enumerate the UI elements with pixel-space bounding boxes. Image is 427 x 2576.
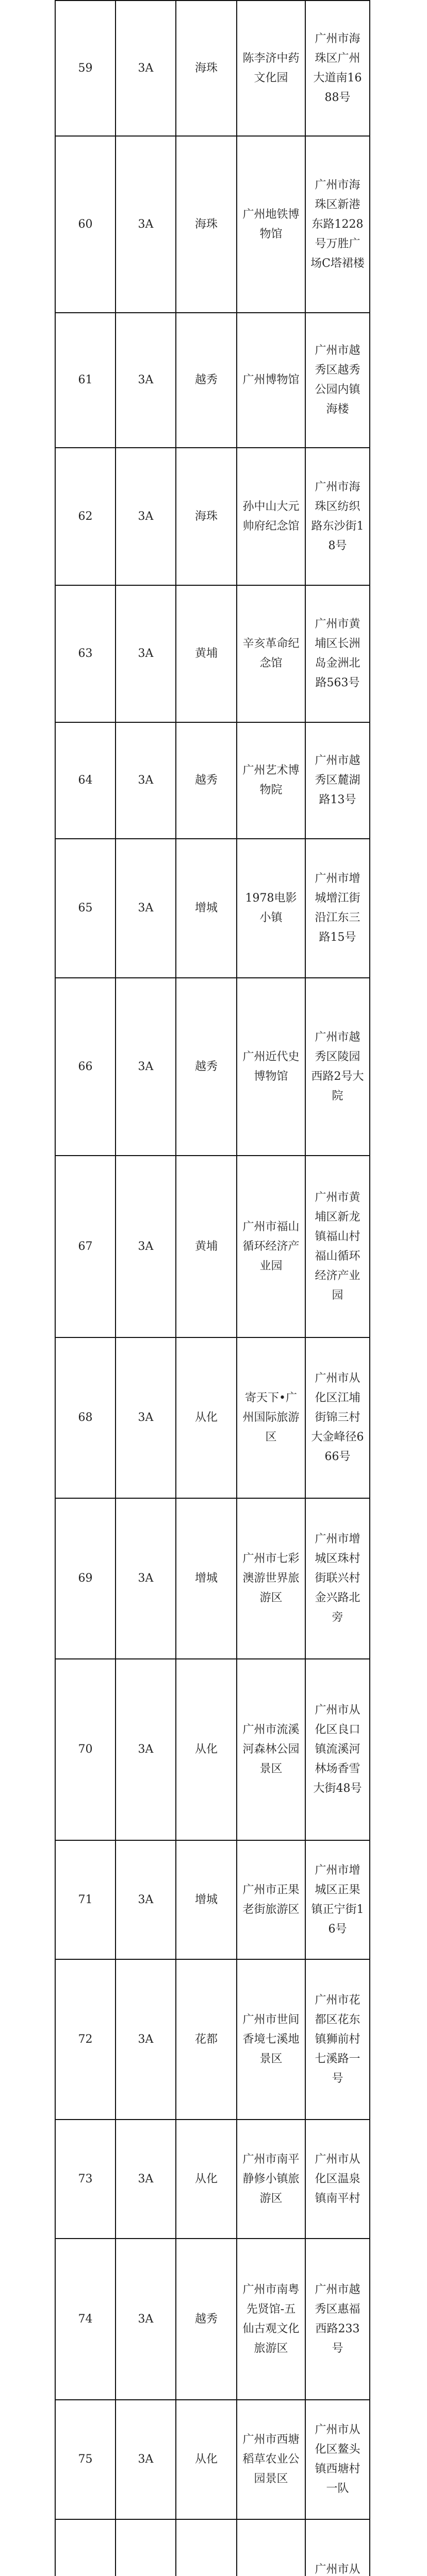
cell-district: 从化 <box>176 2400 237 2519</box>
cell-serial-number: 61 <box>55 313 116 448</box>
cell-serial-number: 74 <box>55 2239 116 2400</box>
cell-grade-level: 3A <box>116 1959 176 2120</box>
cell-address: 广州市增城区正果镇正宁街16号 <box>305 1840 370 1959</box>
cell-address: 广州市从化区江埔街锦三村大金峰径666号 <box>305 1337 370 1498</box>
cell-scenic-name: 广州市南平静修小镇旅游区 <box>237 2120 305 2239</box>
cell-address: 广州市越秀区惠福西路233号 <box>305 2239 370 2400</box>
cell-district: 黄埔 <box>176 1156 237 1337</box>
cell-grade-level: 3A <box>116 839 176 978</box>
cell-serial-number <box>55 2519 116 2576</box>
cell-grade-level: 3A <box>116 2239 176 2400</box>
table-row <box>55 2120 370 2239</box>
table-body <box>55 1 370 2576</box>
cell-district: 从化 <box>176 1659 237 1840</box>
cell-scenic-name: 1978电影小镇 <box>237 839 305 978</box>
table-row <box>55 2519 370 2576</box>
cell-serial-number: 63 <box>55 585 116 722</box>
cell-district <box>176 2519 237 2576</box>
cell-address: 广州市增城区珠村街联兴村金兴路北旁 <box>305 1498 370 1659</box>
cell-district: 花都 <box>176 1959 237 2120</box>
table-row <box>55 2239 370 2400</box>
cell-serial-number: 73 <box>55 2120 116 2239</box>
cell-serial-number: 66 <box>55 978 116 1156</box>
cell-serial-number: 64 <box>55 722 116 839</box>
cell-grade-level: 3A <box>116 2120 176 2239</box>
table-row <box>55 978 370 1156</box>
cell-grade-level: 3A <box>116 136 176 313</box>
scenic-spots-table <box>55 0 370 2576</box>
cell-district: 增城 <box>176 1498 237 1659</box>
cell-address: 广州市从 <box>305 2519 370 2576</box>
cell-scenic-name: 广州地铁博物馆 <box>237 136 305 313</box>
cell-district: 越秀 <box>176 978 237 1156</box>
cell-serial-number: 59 <box>55 1 116 136</box>
cell-grade-level: 3A <box>116 1659 176 1840</box>
cell-grade-level <box>116 2519 176 2576</box>
cell-district: 增城 <box>176 839 237 978</box>
cell-grade-level: 3A <box>116 1498 176 1659</box>
cell-address: 广州市越秀区越秀公园内镇海楼 <box>305 313 370 448</box>
cell-scenic-name: 广州近代史博物馆 <box>237 978 305 1156</box>
cell-district: 越秀 <box>176 722 237 839</box>
cell-address: 广州市花都区花东镇狮前村七溪路一号 <box>305 1959 370 2120</box>
cell-scenic-name: 辛亥革命纪念馆 <box>237 585 305 722</box>
cell-grade-level: 3A <box>116 1156 176 1337</box>
table-row <box>55 448 370 585</box>
cell-serial-number: 68 <box>55 1337 116 1498</box>
table-row <box>55 1156 370 1337</box>
table-row <box>55 1498 370 1659</box>
cell-district: 从化 <box>176 1337 237 1498</box>
table-row <box>55 2400 370 2519</box>
cell-scenic-name: 寄天下•广州国际旅游区 <box>237 1337 305 1498</box>
cell-address: 广州市越秀区陵园西路2号大院 <box>305 978 370 1156</box>
cell-address: 广州市从化区鳌头镇西塘村一队 <box>305 2400 370 2519</box>
table-row <box>55 1840 370 1959</box>
cell-district: 海珠 <box>176 136 237 313</box>
cell-scenic-name: 广州市西塘稻草农业公园景区 <box>237 2400 305 2519</box>
cell-scenic-name: 广州博物馆 <box>237 313 305 448</box>
cell-scenic-name <box>237 2519 305 2576</box>
table-row <box>55 313 370 448</box>
cell-address: 广州市黄埔区新龙镇福山村福山循环经济产业园 <box>305 1156 370 1337</box>
cell-grade-level: 3A <box>116 448 176 585</box>
cell-scenic-name: 广州市正果老街旅游区 <box>237 1840 305 1959</box>
cell-scenic-name: 广州市七彩澳游世界旅游区 <box>237 1498 305 1659</box>
cell-scenic-name: 广州市流溪河森林公园景区 <box>237 1659 305 1840</box>
cell-grade-level: 3A <box>116 1840 176 1959</box>
cell-district: 增城 <box>176 1840 237 1959</box>
cell-scenic-name: 广州市世间香境七溪地景区 <box>237 1959 305 2120</box>
cell-scenic-name: 陈李济中药文化园 <box>237 1 305 136</box>
cell-scenic-name: 广州市福山循环经济产业园 <box>237 1156 305 1337</box>
cell-district: 海珠 <box>176 448 237 585</box>
cell-serial-number: 75 <box>55 2400 116 2519</box>
cell-scenic-name: 广州艺术博物院 <box>237 722 305 839</box>
cell-address: 广州市增城增江街沿江东三路15号 <box>305 839 370 978</box>
table-row <box>55 585 370 722</box>
table-row <box>55 1959 370 2120</box>
cell-serial-number: 60 <box>55 136 116 313</box>
cell-serial-number: 67 <box>55 1156 116 1337</box>
cell-serial-number: 70 <box>55 1659 116 1840</box>
table-row <box>55 722 370 839</box>
cell-address: 广州市黄埔区长洲岛金洲北路563号 <box>305 585 370 722</box>
cell-serial-number: 65 <box>55 839 116 978</box>
cell-scenic-name: 广州市南粤先贤馆-五仙古观文化旅游区 <box>237 2239 305 2400</box>
table-row <box>55 839 370 978</box>
cell-scenic-name: 孙中山大元帅府纪念馆 <box>237 448 305 585</box>
cell-address: 广州市从化区良口镇流溪河林场香雪大街48号 <box>305 1659 370 1840</box>
cell-address: 广州市越秀区麓湖路13号 <box>305 722 370 839</box>
cell-grade-level: 3A <box>116 585 176 722</box>
table-row <box>55 1 370 136</box>
cell-grade-level: 3A <box>116 978 176 1156</box>
cell-serial-number: 72 <box>55 1959 116 2120</box>
table-row <box>55 1659 370 1840</box>
cell-grade-level: 3A <box>116 313 176 448</box>
table-row <box>55 1337 370 1498</box>
cell-grade-level: 3A <box>116 2400 176 2519</box>
cell-serial-number: 62 <box>55 448 116 585</box>
cell-address: 广州市从化区温泉镇南平村 <box>305 2120 370 2239</box>
cell-district: 从化 <box>176 2120 237 2239</box>
table-row <box>55 136 370 313</box>
cell-district: 越秀 <box>176 2239 237 2400</box>
cell-grade-level: 3A <box>116 1 176 136</box>
cell-district: 海珠 <box>176 1 237 136</box>
cell-grade-level: 3A <box>116 1337 176 1498</box>
cell-serial-number: 69 <box>55 1498 116 1659</box>
cell-address: 广州市海珠区广州大道南1688号 <box>305 1 370 136</box>
cell-serial-number: 71 <box>55 1840 116 1959</box>
cell-address: 广州市海珠区新港东路1228号万胜广场C塔裙楼 <box>305 136 370 313</box>
cell-district: 越秀 <box>176 313 237 448</box>
cell-grade-level: 3A <box>116 722 176 839</box>
cell-district: 黄埔 <box>176 585 237 722</box>
cell-address: 广州市海珠区纺织路东沙街18号 <box>305 448 370 585</box>
